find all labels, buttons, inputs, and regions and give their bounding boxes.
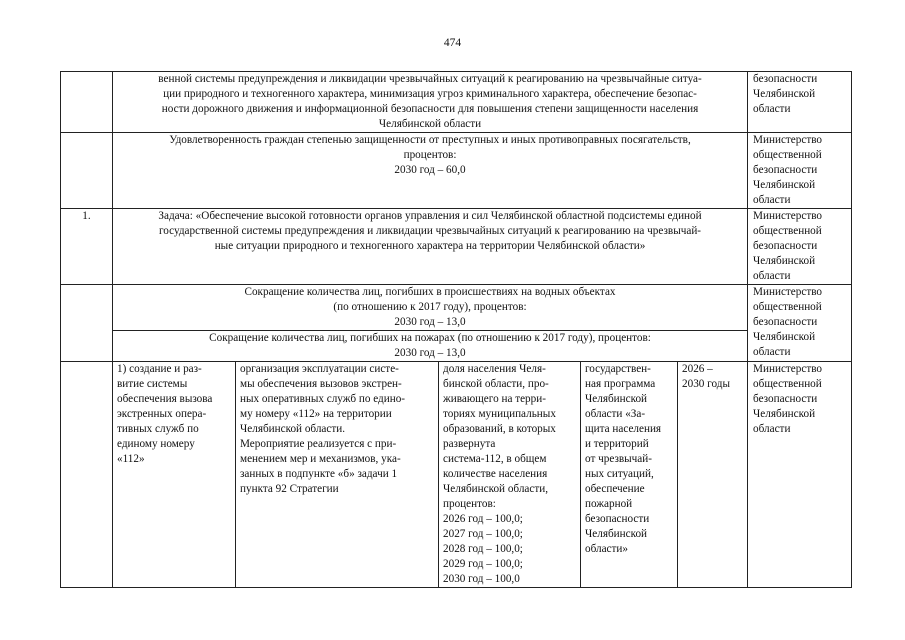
indicator-line: живающего на терри- [443,393,546,405]
mechanism-line: менением мер и механизмов, ука- [240,453,401,465]
task-number: 1. [61,209,113,285]
responsible-line: Министерство [753,210,823,222]
responsible-line: Челябинской [753,179,816,191]
responsible-line: области [753,270,791,282]
responsible-line: Челябинской [753,255,816,267]
measure-line: витие системы [117,378,188,390]
indicator-line: количестве населения [443,468,548,480]
term-line: 2026 – [682,363,713,375]
responsible-cell [748,209,852,285]
term-cell [678,362,748,588]
mechanism-cell [236,362,439,588]
task-line: ные ситуации природного и техногенного характера на территории Челябинской области» [214,240,646,252]
indicator-line: 2030 год – 100,0 [443,573,520,585]
responsible-line: Челябинской [753,331,816,343]
measure-line: обеспечения вызова [117,393,213,405]
number-cell [61,72,113,133]
indicator-line: система-112, в общем [443,453,547,465]
responsible-line: общественной [753,225,822,237]
responsible-line: области [753,346,791,358]
table-row-indicator [61,133,852,209]
mechanism-line: организация эксплуатации систе- [240,363,399,375]
indicator-fire-cell [113,331,748,362]
indicator-line: Сокращение количества лиц, погибших в происшествиях на водных объектах [244,286,616,298]
responsible-line: безопасности [753,240,818,252]
goal-text-cell [113,72,748,133]
page-number: 474 [443,37,462,49]
program-line: пожарной [585,498,633,510]
mechanism-line: пункта 92 Стратегии [240,483,339,495]
table-row-measure [61,362,852,588]
responsible-cell [748,133,852,209]
indicator-line: доля населения Челя- [443,363,546,375]
indicator-line: Сокращение количества лиц, погибших на пожарах (по отношению к 2017 году), процентов: [209,332,651,344]
responsible-line: области [753,103,791,115]
responsible-cell [748,362,852,588]
indicator-line: 2029 год – 100,0; [443,558,523,570]
indicator-line: 2027 год – 100,0; [443,528,523,540]
table-row-task [61,209,852,285]
program-line: ная программа [585,378,656,390]
indicator-water-cell [113,285,748,331]
goal-line: Челябинской области [378,118,482,130]
mechanism-line: занных в подпункте «б» задачи 1 [240,468,398,480]
task-line: Задача: «Обеспечение высокой готовности органов управления и сил Челябинской областной подсистемы единой [158,210,702,222]
indicator-line: развернута [443,438,496,450]
indicator-line: Челябинской области, [443,483,549,495]
indicator-line: процентов: [403,149,457,161]
indicator-text-cell [113,133,748,209]
task-text-cell [113,209,748,285]
responsible-line: безопасности [753,393,818,405]
number-cell [61,285,113,362]
program-line: Челябинской [585,393,648,405]
number-cell [61,362,113,588]
mechanism-line: Челябинской области. [240,423,346,435]
responsible-line: Министерство [753,363,823,375]
mechanism-line: мы обеспечения вызовов экстрен- [240,378,402,390]
responsible-line: Челябинской [753,408,816,420]
indicator-line: 2030 год – 13,0 [394,316,466,328]
term-line: 2030 годы [682,378,730,390]
measure-line: экстренных опера- [117,408,207,420]
responsible-cell [748,72,852,133]
indicator-line: (по отношению к 2017 году), процентов: [333,301,527,313]
indicator-line: Удовлетворенность граждан степенью защищенности от преступных и иных противоправных посягательств, [169,134,691,146]
table-row-indicator-fire [61,331,852,362]
program-line: безопасности [585,513,650,525]
number-cell [61,133,113,209]
program-line: от чрезвычай- [585,453,652,465]
table-row-goal [61,72,852,133]
measure-line: единому номеру [117,438,195,450]
responsible-line: безопасности [753,164,818,176]
measure-line: «112» [117,453,145,465]
program-line: обеспечение [585,483,645,495]
responsible-line: области [753,423,791,435]
program-cell [581,362,678,588]
responsible-line: безопасности [753,73,818,85]
task-line: государственной системы предупреждения и ликвидации чрезвычайных ситуаций к реагированию на чрезвычай- [158,225,702,237]
indicator-line: процентов: [443,498,496,510]
indicator-line: ториях муниципальных [443,408,556,420]
program-line: Челябинской [585,528,648,540]
program-line: области» [585,543,628,555]
goal-line: ции природного и техногенного характера, минимизация угроз криминального характера, обеспечение безопас- [163,88,697,100]
responsible-line: общественной [753,301,822,313]
indicator-line: 2026 год – 100,0; [443,513,523,525]
goal-line: венной системы предупреждения и ликвидации чрезвычайных ситуаций к реагированию на чрезвычайные ситуа- [158,73,702,85]
responsible-line: безопасности [753,316,818,328]
table-row-indicator-water [61,285,852,331]
mechanism-line: Мероприятие реализуется с при- [240,438,397,450]
responsible-cell [748,285,852,362]
measure-line: тивных служб по [117,423,199,435]
measure-indicator-cell [439,362,581,588]
mechanism-line: му номеру «112» на территории [240,408,392,420]
responsible-line: общественной [753,149,822,161]
indicator-line: 2030 год – 60,0 [394,164,466,176]
responsible-line: Министерство [753,286,823,298]
responsible-line: Челябинской [753,88,816,100]
responsible-line: общественной [753,378,822,390]
goal-line: ности дорожного движения и информационной безопасности для повышения степени защищенности населения [161,103,699,115]
indicator-line: бинской области, про- [443,378,549,390]
program-line: щита населения [585,423,662,435]
indicator-line: 2028 год – 100,0; [443,543,523,555]
indicator-line: образований, в которых [443,423,556,435]
strategy-table [60,71,852,588]
program-line: области «За- [585,408,646,420]
mechanism-line: ных оперативных служб по едино- [240,393,406,405]
program-line: ных ситуаций, [585,468,654,480]
measure-cell [113,362,236,588]
responsible-line: Министерство [753,134,823,146]
indicator-line: 2030 год – 13,0 [394,347,466,359]
responsible-line: области [753,194,791,206]
measure-line: 1) создание и раз- [117,363,202,375]
program-line: государствен- [585,363,651,375]
program-line: и территорий [585,438,649,450]
